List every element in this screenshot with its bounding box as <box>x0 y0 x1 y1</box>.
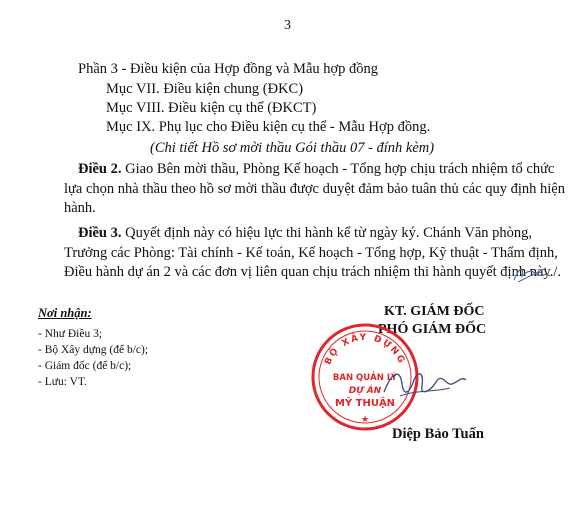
article-2-line-2: lựa chọn nhà thầu theo hồ sơ mời thầu được duyệt đảm bảo tuân thủ các quy định hiện <box>64 180 565 197</box>
handwritten-signature <box>380 362 470 406</box>
recipient-item: - Giám đốc (để b/c); <box>38 360 132 372</box>
toc-attachment-note: (Chi tiết Hồ sơ mời thầu Gói thầu 07 - đính kèm) <box>150 140 435 156</box>
article-3-heading: Điều 3. <box>78 225 122 241</box>
initial-mark-icon <box>510 262 554 286</box>
toc-item-7: Mục VII. Điều kiện chung (ĐKC) <box>106 81 304 97</box>
signer-name: Diệp Bảo Tuấn <box>392 426 484 442</box>
stamp-star-icon: ★ <box>360 415 370 425</box>
stamp-line-2: DỰ ÁN <box>348 386 382 396</box>
article-3-line-2: Trưởng các Phòng: Tài chính - Kế toán, Kế hoạch - Tổng hợp, Kỹ thuật - Thẩm định, <box>64 244 558 261</box>
toc-item-9: Mục IX. Phụ lục cho Điều kiện cụ thể - Mẫu Hợp đồng. <box>106 119 431 135</box>
signature-title-1: KT. GIÁM ĐỐC <box>384 304 485 319</box>
recipient-item: - Lưu: VT. <box>38 376 87 388</box>
recipients-title: Nơi nhận: <box>38 306 92 320</box>
toc-item-8: Mục VIII. Điều kiện cụ thể (ĐKCT) <box>106 100 317 116</box>
stamp-line-1: BAN QUẢN LÝ <box>332 373 398 383</box>
article-2 <box>64 160 565 219</box>
article-3-line-1: Quyết định này có hiệu lực thi hành kể từ ngày ký. Chánh Văn phòng, <box>125 225 533 241</box>
signature-title-2: PHÓ GIÁM ĐỐC <box>378 322 487 337</box>
article-2-line-3: hành. <box>64 200 96 216</box>
article-2-line-1: Giao Bên mời thầu, Phòng Kế hoạch - Tổng hợp chịu trách nhiệm tổ chức <box>125 161 555 177</box>
recipient-item: - Như Điều 3; <box>38 328 103 340</box>
article-3 <box>64 224 560 283</box>
article-3-line-3: Điều hành dự án 2 và các đơn vị liên quan chịu trách nhiệm thi hành quyết định này./. <box>64 264 561 280</box>
article-2-heading: Điều 2. <box>78 161 122 177</box>
stamp-arc-text: BỘ XÂY DỰNG <box>323 332 407 367</box>
toc-part-3: Phần 3 - Điều kiện của Hợp đồng và Mẫu hợp đồng <box>78 61 379 77</box>
recipient-item: - Bộ Xây dựng (để b/c); <box>38 344 149 356</box>
stamp-line-3: MỸ THUẬN <box>334 398 396 409</box>
page-number: 3 <box>284 18 291 33</box>
